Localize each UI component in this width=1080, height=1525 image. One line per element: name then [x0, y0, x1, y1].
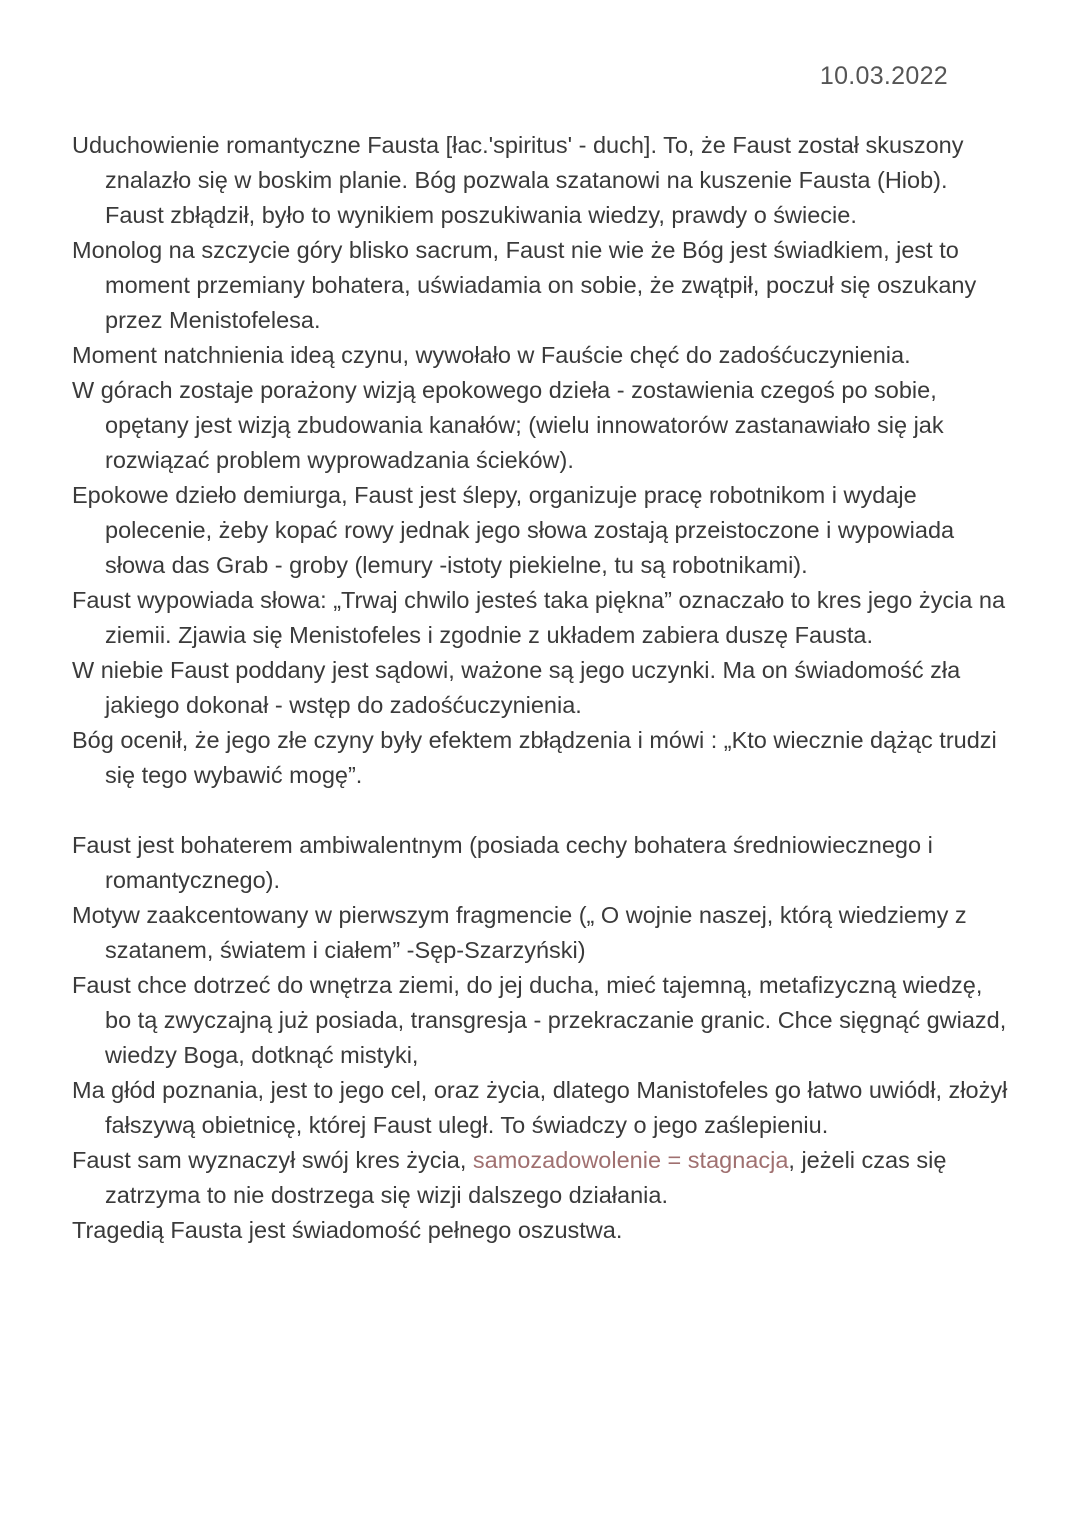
paragraph-stagnation	[72, 1143, 1012, 1213]
note-date: 10.03.2022	[819, 62, 948, 90]
paragraph-epochal-work-vision: W górach zostaje porażony wizją epokowego dzieła - zostawienia czegoś po sobie, opętany jest wizją zbudowania kanałów; (wielu innowatorów zastanawiało się jak rozwiązać problem wyprowadzania ścieków).	[72, 377, 944, 473]
paragraph-spiritualization: Uduchowienie romantyczne Fausta [łac.'spiritus' - duch]. To, że Faust został skuszony znalazło się w boskim planie. Bóg pozwala szatanowi na kuszenie Fausta (Hiob). Faust zbłądził, było to wynikiem poszukiwania wiedzy, prawdy o świecie.	[72, 132, 964, 228]
paragraph-hunger-for-knowledge: Ma głód poznania, jest to jego cel, oraz życia, dlatego Manistofeles go łatwo uwiódł, złożył fałszywą obietnicę, której Faust uległ. To świadczy o jego zaślepieniu.	[72, 1077, 1008, 1138]
paragraph-tragedy: Tragedią Fausta jest świadomość pełnego oszustwa.	[72, 1217, 623, 1243]
paragraph-monologue: Monolog na szczycie góry blisko sacrum, Faust nie wie że Bóg jest świadkiem, jest to moment przemiany bohatera, uświadamia on sobie, że zwątpił, poczuł się oszukany przez Menistofelesa.	[72, 237, 977, 333]
section-gap	[72, 793, 1012, 828]
paragraph-inspiration: Moment natchnienia ideą czynu, wywołało w Fauście chęć do zadośćuczynienia.	[72, 342, 911, 368]
paragraph-motif: Motyw zaakcentowany w pierwszym fragmencie („ O wojnie naszej, którą wiedziemy z szatanem, światem i ciałem” -Sęp-Szarzyński)	[72, 902, 967, 963]
note-body	[72, 128, 1012, 1248]
paragraph-salvation: Bóg ocenił, że jego złe czyny były efektem zbłądzenia i mówi : „Kto wiecznie dążąc trudzi się tego wybawić mogę”.	[72, 727, 997, 788]
paragraph-last-words: Faust wypowiada słowa: „Trwaj chwilo jesteś taka piękna” oznaczało to kres jego życia na ziemii. Zjawia się Menistofeles i zgodnie z układem zabiera duszę Fausta.	[72, 587, 1006, 648]
stagnation-highlight: samozadowolenie = stagnacja	[472, 1147, 789, 1173]
paragraph-transgression: Faust chce dotrzeć do wnętrza ziemi, do jej ducha, mieć tajemną, metafizyczną wiedzę, bo tą zwyczajną już posiada, transgresja - przekraczanie granic. Chce sięgnąć gwiazd, wiedzy Boga, dotknąć mistyki,	[72, 972, 1007, 1068]
paragraph-judgement: W niebie Faust poddany jest sądowi, ważone są jego uczynki. Ma on świadomość zła jakiego dokonał - wstęp do zadośćuczynienia.	[72, 657, 961, 718]
stagnation-text-after: , jeżeli czas się zatrzyma to nie dostrzega się wizji dalszego działania.	[105, 1147, 947, 1208]
paragraph-demiurge-work: Epokowe dzieło demiurga, Faust jest ślepy, organizuje pracę robotnikom i wydaje polecenie, żeby kopać rowy jednak jego słowa zostają przeistoczone i wypowiada słowa das Grab - groby (lemury -istoty piekielne, tu są robotnikami).	[72, 482, 955, 578]
stagnation-text-before: Faust sam wyznaczył swój kres życia,	[72, 1147, 473, 1173]
paragraph-ambivalent-hero: Faust jest bohaterem ambiwalentnym (posiada cechy bohatera średniowiecznego i romantycznego).	[72, 832, 933, 893]
